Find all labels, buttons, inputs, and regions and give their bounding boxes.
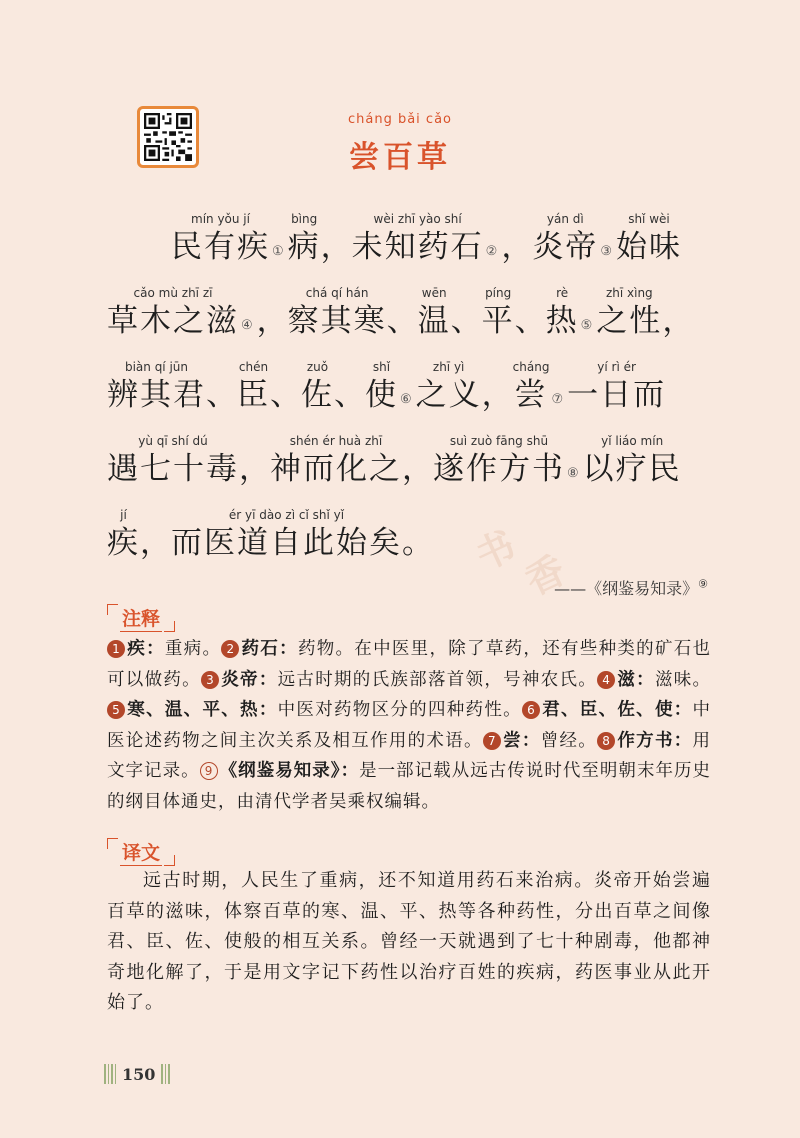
note-number-badge: 7 (483, 732, 501, 750)
ruby-unit (171, 507, 402, 563)
note-marker: ⑦ (551, 392, 564, 407)
note-term: 药石 (241, 639, 280, 659)
ruby-unit (532, 211, 598, 267)
hanzi: 以疗民 (582, 451, 682, 487)
hanzi: 遇七十毒 (107, 451, 239, 487)
note-definition: 中医论述药物之间主次关系及相互作用的术语。 (107, 700, 712, 751)
note-definition: 远古时期的氏族部落首领，号神农氏。 (277, 669, 598, 690)
pinyin: shǐ (372, 360, 391, 374)
note-definition: 中医对药物区分的四种药性。 (277, 700, 522, 720)
note-definition: 是一部记载从远古传说时代至明朝末年历史的纲目体通史，由清代学者吴乘权编辑。 (107, 761, 712, 812)
note-definition: 用文字记录。 (107, 730, 712, 781)
hanzi: 尝 (514, 377, 548, 413)
note-marker: ③ (600, 244, 612, 259)
punctuation: ， (501, 229, 533, 265)
notes-heading-label: 注释 (120, 604, 162, 632)
note-term: 滋 (617, 669, 637, 690)
ruby-unit (107, 285, 239, 341)
hanzi: 神而化之 (270, 451, 402, 487)
punctuation: 、 (270, 377, 301, 413)
hanzi: 而医道自此始矣 (171, 525, 402, 561)
punctuation: ， (481, 377, 513, 413)
pinyin: chá qí hán (305, 286, 369, 300)
pinyin: zhī yì (432, 360, 465, 374)
note-marker: ⑧ (567, 466, 579, 481)
ruby-unit (583, 433, 682, 489)
pinyin: zuǒ (306, 360, 329, 374)
ruby-unit (433, 433, 565, 489)
hanzi: 未知药石 (351, 229, 484, 265)
translation-paragraph: 远古时期，人民生了重病，还不知道用药石来治病。炎帝开始尝遍百草的滋味，体察百草的寒、温、平、热等各种药性，分出百草之间像君、臣、佐、使般的相互关系。曾经一天就遇到了七十种剧毒，他都神奇地化解了，于是用文字记下药性以治疗百姓的疾病，药医事业从此开始了。 (107, 870, 711, 1013)
ruby-unit (513, 359, 550, 415)
pinyin: jí (120, 508, 127, 522)
hanzi: 平 (481, 303, 515, 339)
ruby-unit (107, 359, 206, 415)
pinyin: yí rì ér (597, 360, 636, 374)
pinyin: bìng (291, 212, 318, 226)
ruby-unit (107, 433, 239, 489)
title-pinyin: cháng bǎi cǎo (347, 112, 452, 127)
note-number-badge: 4 (597, 671, 615, 689)
source-text: ——《纲鉴易知录》 (554, 579, 699, 598)
note-marker: ② (485, 244, 498, 259)
note-number-badge: 9 (200, 762, 218, 780)
punctuation: ， (239, 451, 270, 487)
note-marker: ④ (241, 318, 253, 333)
note-item: 3 炎帝：远古时期的氏族部落首领，号神农氏。 (201, 670, 597, 690)
punctuation: 、 (514, 303, 546, 339)
note-definition: 药物。在中医里，除了草药，还有些种类的矿石也可以做药。 (107, 639, 712, 690)
pinyin: yǐ liáo mín (601, 434, 664, 448)
note-item: 4 滋：滋味。 (597, 670, 711, 690)
punctuation: 。 (402, 525, 433, 561)
punctuation: ， (256, 303, 288, 339)
note-term: 炎帝 (220, 669, 259, 690)
hanzi: 病 (287, 229, 321, 265)
translation (107, 866, 711, 1019)
hanzi: 臣 (237, 377, 270, 413)
classical-line (107, 489, 717, 563)
hanzi: 疾 (107, 525, 140, 561)
punctuation: ， (320, 229, 352, 265)
pinyin: wèi zhī yào shí (373, 212, 462, 226)
pinyin: zhī xìng (605, 286, 653, 300)
pinyin: píng (485, 286, 512, 300)
translation-heading-label: 译文 (120, 838, 162, 866)
source-citation (554, 576, 708, 599)
title-text: 尝百草 (349, 140, 451, 175)
pinyin: yán dì (546, 212, 584, 226)
decorative-bars-right (161, 1064, 170, 1084)
watermark: 香 (518, 546, 573, 604)
classical-line (107, 341, 717, 415)
ruby-unit (288, 285, 387, 341)
punctuation: 、 (334, 377, 365, 413)
note-item: 1 疾：重病。 (107, 639, 221, 659)
hanzi: 炎帝 (532, 229, 599, 265)
ruby-unit (352, 211, 484, 267)
note-term: 寒、温、平、热 (127, 700, 259, 720)
ruby-unit (616, 211, 682, 267)
punctuation: 、 (450, 303, 482, 339)
ruby-unit (365, 359, 398, 415)
note-item: 8 作方书：用文字记录。 (107, 730, 712, 781)
note-marker: ⑥ (400, 392, 412, 407)
ruby-unit (270, 433, 402, 489)
classical-line (107, 415, 717, 489)
ruby-unit (416, 359, 482, 415)
note-term: 作方书 (617, 730, 674, 751)
hanzi: 佐 (301, 377, 334, 413)
pinyin: ér yī dào zì cǐ shǐ yǐ (228, 508, 345, 522)
ruby-unit (171, 211, 270, 267)
classical-text (107, 193, 717, 563)
note-item: 5 寒、温、平、热：中医对药物区分的四种药性。 (107, 700, 522, 720)
classical-line (107, 193, 717, 267)
hanzi: 使 (365, 377, 398, 413)
note-definition: 重病。 (164, 639, 222, 659)
watermark: 书 (468, 521, 523, 579)
hanzi: 遂作方书 (433, 451, 565, 487)
note-definition: 滋味。 (654, 669, 712, 690)
ruby-unit (482, 285, 515, 341)
punctuation: 、 (386, 303, 418, 339)
pinyin: suì zuò fāng shū (449, 434, 549, 448)
ruby-unit (418, 285, 451, 341)
note-item: 6 君、臣、佐、使：中医论述药物之间主次关系及相互作用的术语。 (107, 700, 712, 751)
pinyin: wēn (421, 286, 447, 300)
notes-list (107, 634, 711, 817)
hanzi: 一日而 (567, 377, 667, 413)
note-number-badge: 2 (221, 640, 239, 658)
note-number-badge: 6 (522, 701, 540, 719)
pinyin: chén (238, 360, 269, 374)
page-number: 150 (122, 1064, 156, 1084)
hanzi: 热 (545, 303, 579, 339)
punctuation: ， (662, 303, 694, 339)
pinyin: shǐ wèi (628, 212, 670, 226)
notes-heading (107, 604, 175, 632)
pinyin: mín yǒu jí (191, 212, 250, 226)
pinyin: shén ér huà zhī (289, 434, 383, 448)
note-item: 2 药石：药物。在中医里，除了草药，还有些种类的矿石也可以做药。 (107, 639, 712, 690)
decorative-bars-left (104, 1064, 116, 1084)
note-term: 君、臣、佐、使 (541, 700, 674, 720)
hanzi: 民有疾 (171, 229, 270, 265)
punctuation: 、 (206, 377, 237, 413)
translation-heading (107, 838, 175, 866)
hanzi: 之性 (596, 303, 663, 339)
pinyin: cháng (512, 360, 550, 374)
note-number-badge: 3 (201, 671, 219, 689)
note-term: 疾 (127, 639, 147, 659)
punctuation: ， (402, 451, 433, 487)
page-title (0, 112, 800, 176)
note-marker: ⑤ (580, 318, 593, 333)
note-item: 7 尝：曾经。 (483, 731, 597, 751)
pinyin: rè (556, 286, 569, 300)
hanzi: 始味 (615, 229, 682, 265)
ruby-unit (546, 285, 579, 341)
ruby-unit (237, 359, 270, 415)
ruby-unit (301, 359, 334, 415)
note-marker: ① (272, 244, 284, 259)
ruby-unit (596, 285, 662, 341)
note-term: 《纲鉴易知录》 (219, 761, 341, 781)
pinyin: biàn qí jūn (124, 360, 189, 374)
page-footer (104, 1064, 170, 1084)
hanzi: 之义 (415, 377, 482, 413)
classical-line (107, 267, 717, 341)
ruby-unit (107, 507, 140, 563)
pinyin: cǎo mù zhī zī (133, 286, 213, 300)
note-item: 9 《纲鉴易知录》：是一部记载从远古传说时代至明朝末年历史的纲目体通史，由清代学者吴乘权编辑。 (107, 761, 712, 812)
ruby-unit (288, 211, 321, 267)
hanzi: 察其寒 (287, 303, 387, 339)
note-number-badge: 8 (597, 732, 615, 750)
pinyin: yù qī shí dú (138, 434, 208, 448)
hanzi: 草木之滋 (107, 303, 239, 339)
hanzi: 辨其君 (107, 377, 206, 413)
note-definition: 曾经。 (540, 730, 598, 751)
note-term: 尝 (502, 730, 522, 751)
note-number-badge: 5 (107, 701, 125, 719)
source-note-marker: ⑨ (698, 577, 708, 591)
punctuation: ， (140, 525, 171, 561)
hanzi: 温 (417, 303, 451, 339)
note-number-badge: 1 (107, 640, 125, 658)
ruby-unit (567, 359, 666, 415)
